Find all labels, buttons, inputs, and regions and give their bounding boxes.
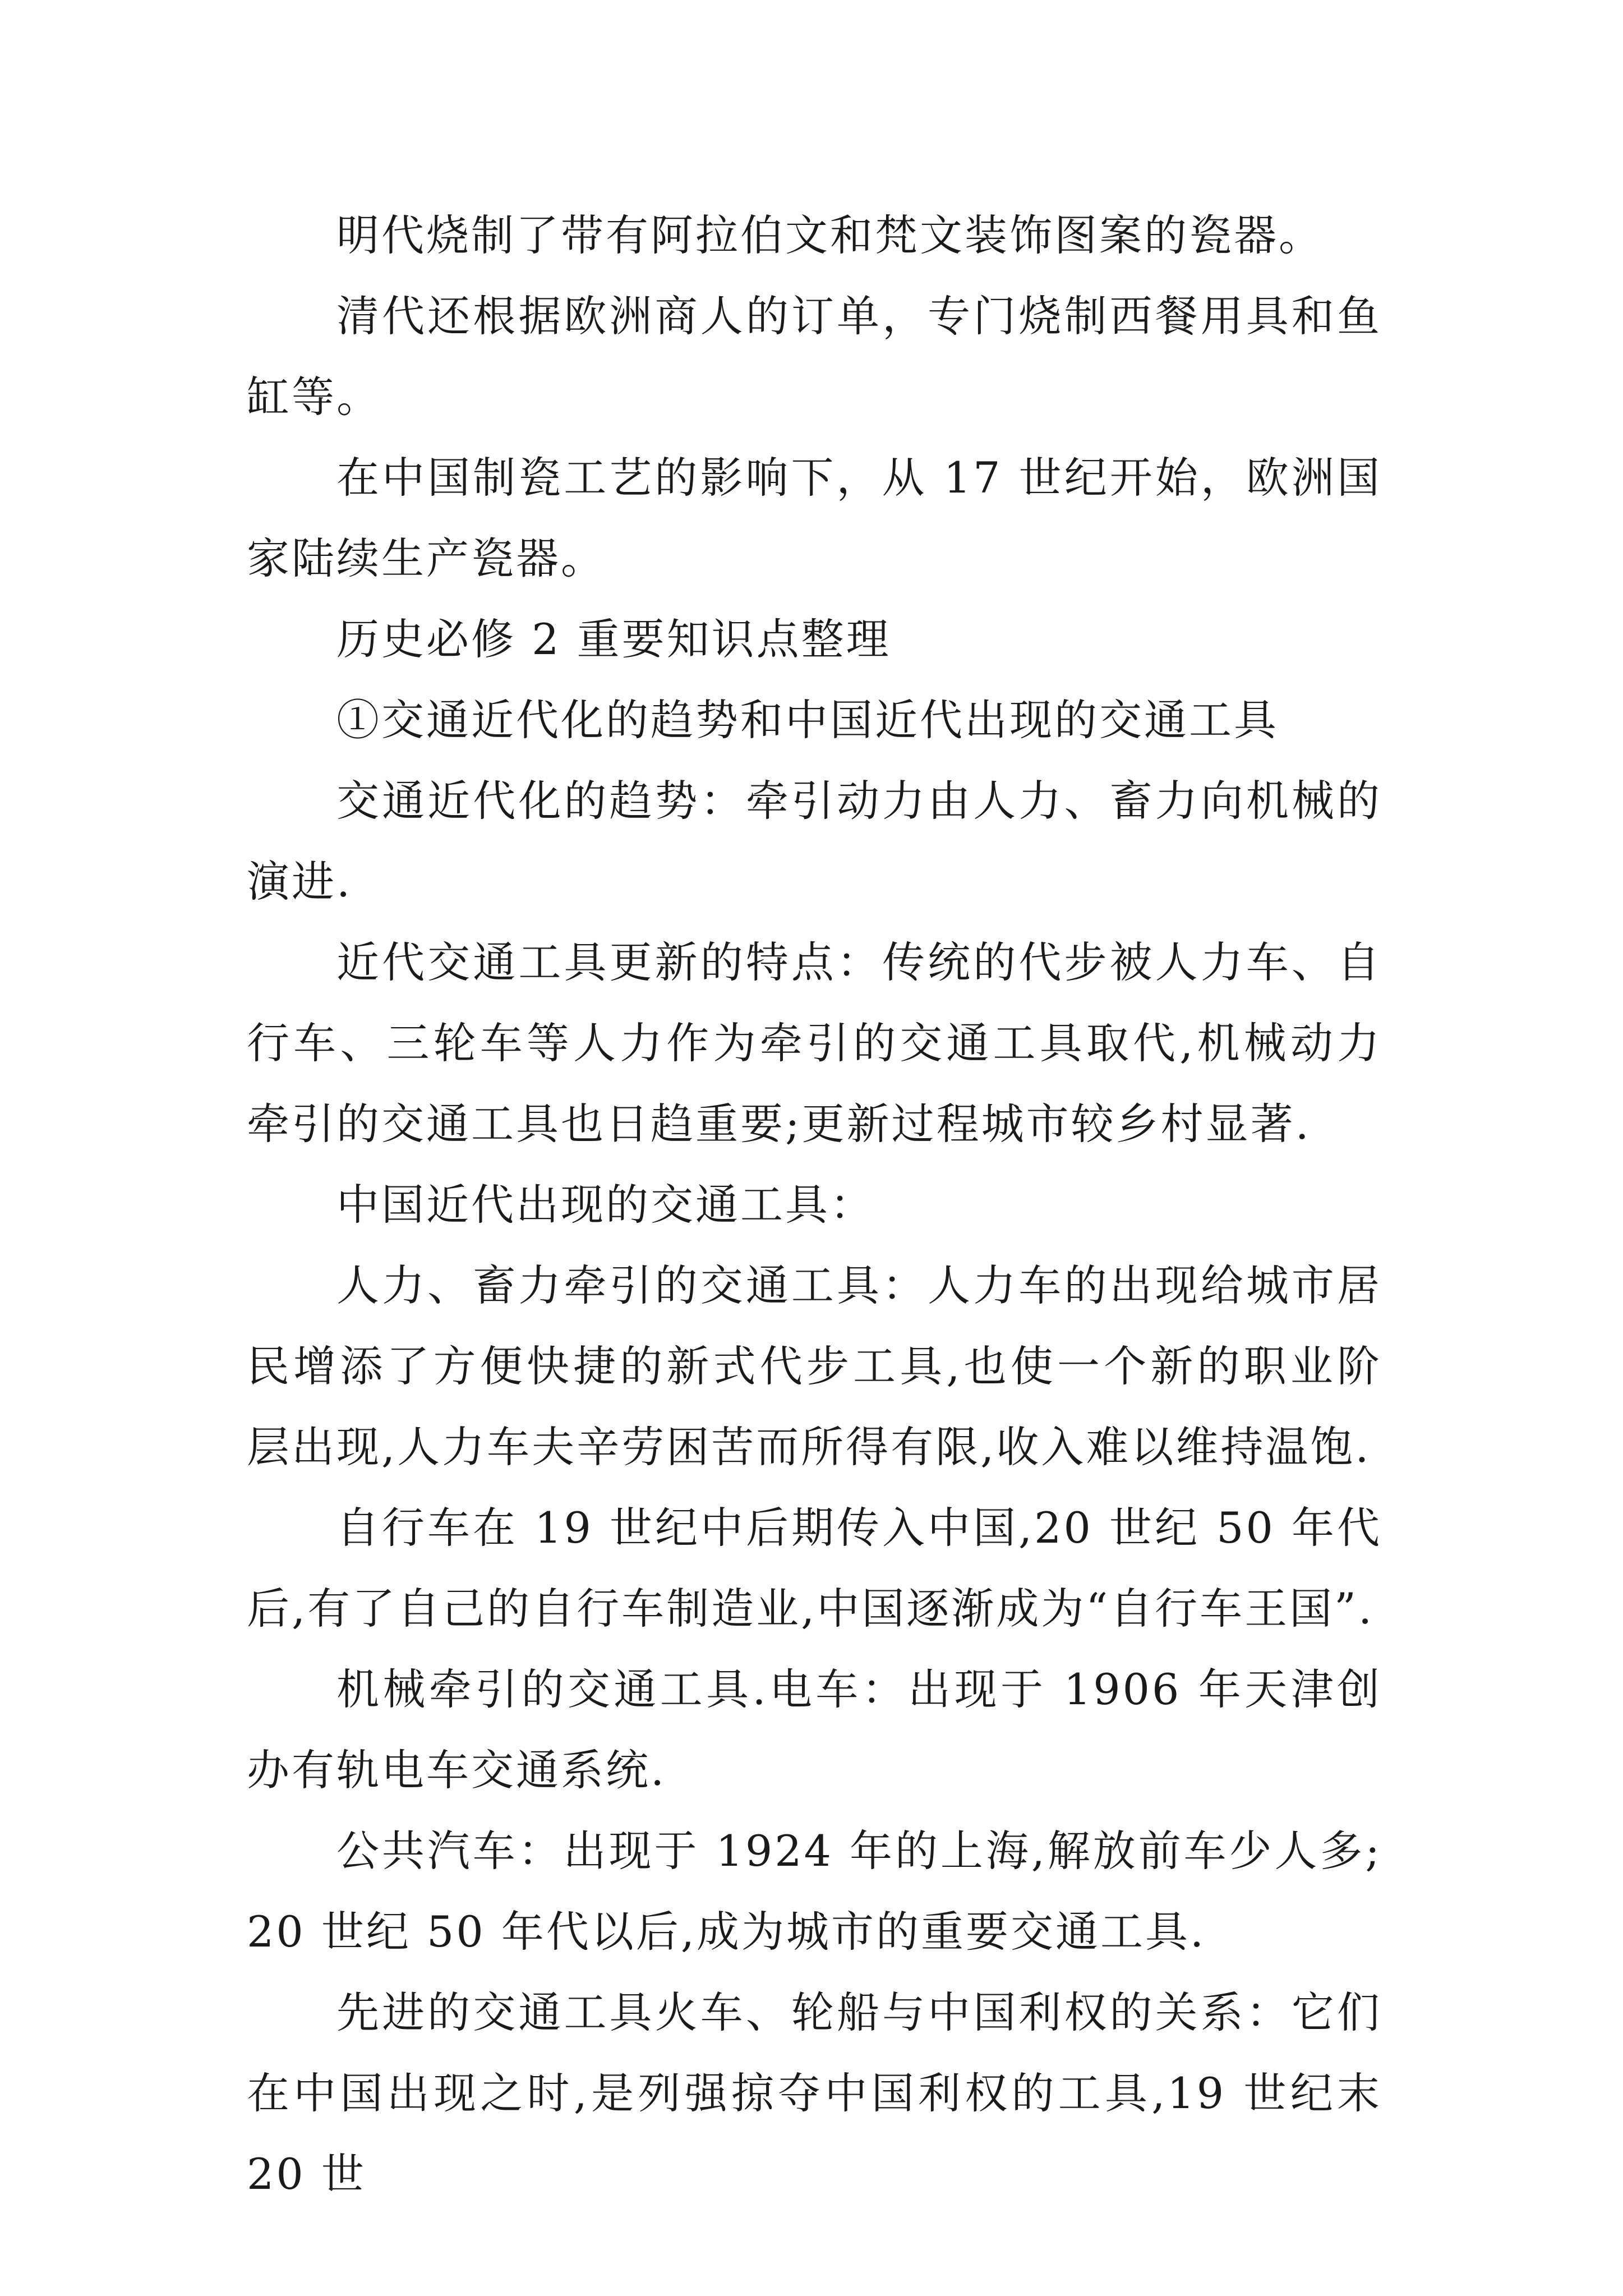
document-body: [247, 195, 1382, 2215]
subsection-heading: ①交通近代化的趋势和中国近代出现的交通工具: [336, 695, 1279, 745]
paragraph: 清代还根据欧洲商人的订单，专门烧制西餐用具和鱼缸等。: [247, 291, 1382, 422]
paragraph: 近代交通工具更新的特点：传统的代步被人力车、自行车、三轮车等人力作为牵引的交通工具取代,机械动力牵引的交通工具也日趋重要;更新过程城市较乡村显著.: [247, 937, 1382, 1149]
paragraph: 在中国制瓷工艺的影响下，从 17 世纪开始，欧洲国家陆续生产瓷器。: [247, 453, 1382, 583]
paragraph: 中国近代出现的交通工具：: [336, 1180, 875, 1230]
paragraph: 交通近代化的趋势：牵引动力由人力、畜力向机械的演进.: [247, 776, 1382, 907]
paragraph: 人力、畜力牵引的交通工具：人力车的出现给城市居民增添了方便快捷的新式代步工具,也使一个新的职业阶层出现,人力车夫辛劳困苦而所得有限,收入难以维持温饱.: [247, 1260, 1382, 1472]
section-heading: 历史必修 2 重要知识点整理: [336, 614, 891, 664]
paragraph: 先进的交通工具火车、轮船与中国利权的关系：它们在中国出现之时,是列强掠夺中国利权的工具,19 世纪末 20 世: [247, 1987, 1382, 2199]
paragraph: 机械牵引的交通工具.电车：出现于 1906 年天津创办有轨电车交通系统.: [247, 1664, 1382, 1795]
paragraph: 自行车在 19 世纪中后期传入中国,20 世纪 50 年代后,有了自己的自行车制造业,中国逐渐成为“自行车王国”.: [247, 1503, 1382, 1634]
paragraph: 公共汽车：出现于 1924 年的上海,解放前车少人多;20 世纪 50 年代以后,成为城市的重要交通工具.: [247, 1826, 1382, 1957]
paragraph: 明代烧制了带有阿拉伯文和梵文装饰图案的瓷器。: [336, 210, 1324, 260]
